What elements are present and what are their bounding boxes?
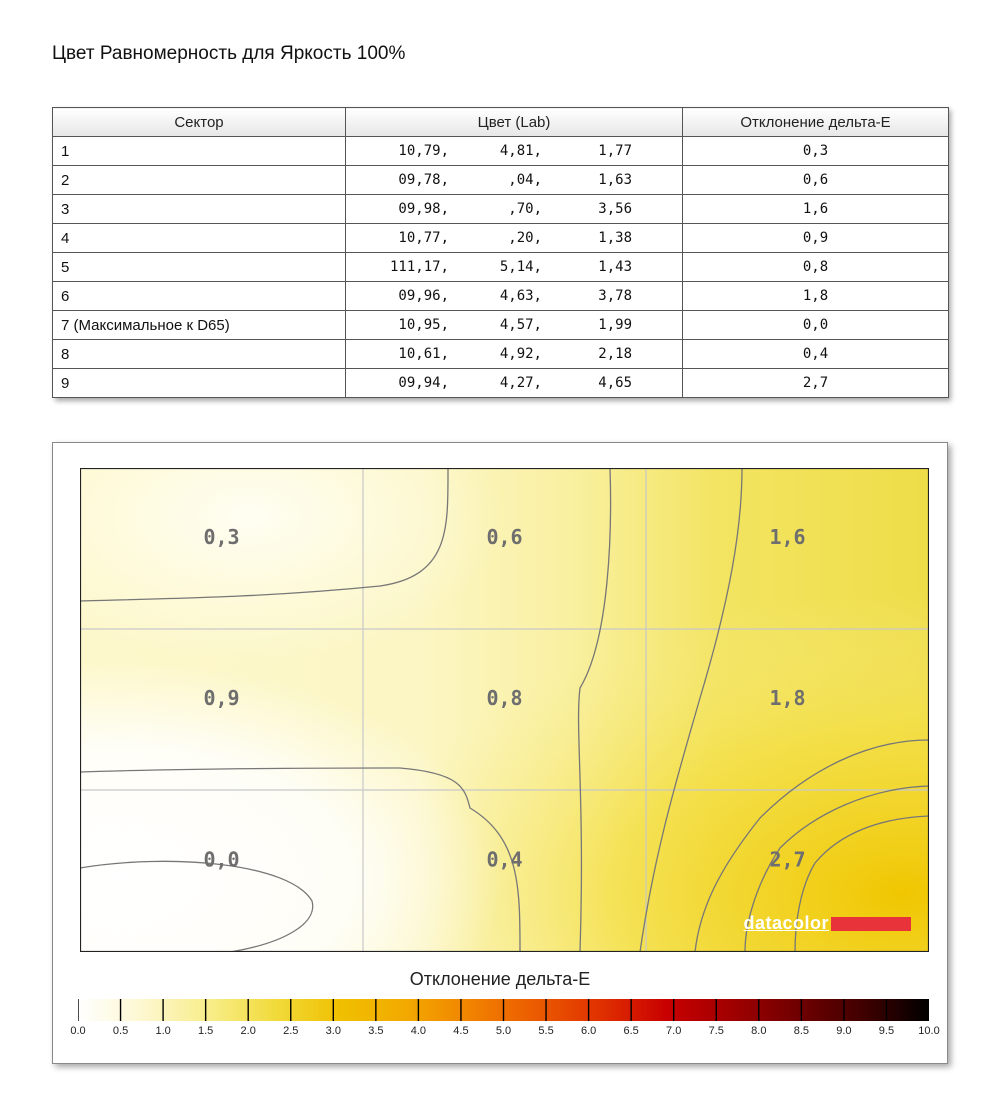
cell-label: 0,9 (203, 686, 240, 711)
lab-cell (346, 166, 683, 195)
lab-values (346, 230, 682, 246)
colorbar-tick-label: 5.0 (495, 1025, 512, 1037)
lab-values (346, 317, 682, 333)
colorbar-tick-label: 9.5 (878, 1025, 895, 1037)
lab-values (346, 143, 682, 159)
lab-value: 3,78 (598, 288, 632, 304)
colorbar-tick-marks (78, 999, 929, 1021)
lab-value: 1,99 (598, 317, 632, 333)
colorbar-tick-label: 9.0 (836, 1025, 852, 1037)
lab-values (346, 346, 682, 362)
contour-plot (80, 468, 929, 952)
colorbar-tick-label: 6.0 (580, 1025, 597, 1037)
lab-cell (346, 369, 683, 398)
lab-value: 10,77, (398, 230, 449, 246)
table-row (53, 340, 949, 369)
colorbar-tick-label: 8.0 (751, 1025, 767, 1037)
colorbar-tick-label: 0.0 (70, 1025, 86, 1037)
delta-e-cell: 0,9 (683, 224, 949, 253)
table-row (53, 282, 949, 311)
colorbar-tick-label: 7.0 (666, 1025, 682, 1037)
cell-label: 0,4 (486, 847, 523, 872)
cell-label: 0,6 (486, 524, 523, 549)
sector-cell: 1 (53, 137, 346, 166)
lab-values (346, 259, 682, 275)
sector-cell: 7 (Максимальное к D65) (53, 311, 346, 340)
lab-value: 10,79, (398, 143, 449, 159)
colorbar-tick-label: 6.5 (623, 1025, 639, 1037)
lab-value: 2,18 (598, 346, 632, 362)
sector-cell: 6 (53, 282, 346, 311)
lab-value: ,20, (508, 230, 542, 246)
lab-cell (346, 282, 683, 311)
uniformity-chart (52, 442, 948, 1064)
table-row (53, 224, 949, 253)
brand-bar (831, 917, 911, 931)
colorbar-tick-label: 2.5 (283, 1025, 299, 1037)
colorbar-tick-label: 3.5 (368, 1025, 384, 1037)
table-header-row (53, 108, 949, 137)
lab-value: 10,95, (398, 317, 449, 333)
delta-e-cell: 0,8 (683, 253, 949, 282)
header-sector: Сектор (53, 108, 346, 137)
lab-cell (346, 137, 683, 166)
brand-text: datacolor (743, 913, 829, 933)
colorbar-tick-label: 5.5 (538, 1025, 554, 1037)
cell-label: 0,8 (486, 686, 523, 711)
uniformity-table-wrap (52, 107, 948, 398)
lab-value: 111,17, (389, 259, 449, 275)
lab-value: 4,81, (499, 143, 542, 159)
cell-label: 1,6 (769, 524, 806, 549)
sector-cell: 4 (53, 224, 346, 253)
sector-cell: 3 (53, 195, 346, 224)
sector-cell: 5 (53, 253, 346, 282)
lab-value: 1,77 (598, 143, 632, 159)
lab-value: 4,57, (499, 317, 542, 333)
table-row (53, 253, 949, 282)
table-row (53, 195, 949, 224)
delta-e-cell: 2,7 (683, 369, 949, 398)
lab-value: 3,56 (598, 201, 632, 217)
lab-cell (346, 195, 683, 224)
lab-value: ,70, (508, 201, 542, 217)
lab-value: 4,92, (499, 346, 542, 362)
delta-e-cell: 1,8 (683, 282, 949, 311)
lab-cell (346, 311, 683, 340)
cell-label: 0,3 (203, 524, 240, 549)
colorbar (78, 999, 929, 1021)
colorbar-tick-label: 1.5 (197, 1025, 214, 1037)
colorbar-tick-label: 10.0 (918, 1025, 940, 1037)
lab-value: 1,43 (598, 259, 632, 275)
lab-values (346, 172, 682, 188)
colorbar-tick-label: 7.5 (708, 1025, 724, 1037)
colorbar-title: Отклонение дельта-E (409, 969, 591, 989)
lab-value: 1,63 (598, 172, 632, 188)
cell-label: 2,7 (769, 847, 806, 872)
table-row (53, 311, 949, 340)
header-delta-e: Отклонение дельта-E (683, 108, 949, 137)
colorbar-tick-label: 1.0 (155, 1025, 171, 1037)
lab-value: 10,61, (398, 346, 449, 362)
lab-value: 1,38 (598, 230, 632, 246)
lab-cell (346, 340, 683, 369)
sector-cell: 8 (53, 340, 346, 369)
uniformity-table (52, 107, 949, 398)
page-title: Цвет Равномерность для Яркость 100% (52, 43, 406, 64)
table-row (53, 137, 949, 166)
lab-value: 4,65 (598, 375, 632, 391)
colorbar-tick-labels (53, 1025, 947, 1045)
cell-label: 0,0 (203, 847, 240, 872)
delta-e-cell: 0,6 (683, 166, 949, 195)
lab-value: 4,27, (499, 375, 542, 391)
lab-values (346, 288, 682, 304)
lab-value: 09,96, (398, 288, 449, 304)
lab-value: 09,98, (398, 201, 449, 217)
lab-value: ,04, (508, 172, 542, 188)
colorbar-tick-label: 0.5 (112, 1025, 129, 1037)
colorbar-tick-label: 4.5 (453, 1025, 469, 1037)
lab-cell (346, 224, 683, 253)
lab-values (346, 375, 682, 391)
datacolor-logo (743, 913, 911, 934)
lab-cell (346, 253, 683, 282)
lab-value: 5,14, (499, 259, 542, 275)
colorbar-tick-label: 2.0 (240, 1025, 256, 1037)
delta-e-cell: 0,0 (683, 311, 949, 340)
lab-values (346, 201, 682, 217)
colorbar-tick-label: 3.0 (325, 1025, 341, 1037)
header-color-lab: Цвет (Lab) (346, 108, 683, 137)
delta-e-cell: 1,6 (683, 195, 949, 224)
sector-cell: 9 (53, 369, 346, 398)
table-row (53, 369, 949, 398)
colorbar-tick-label: 8.5 (793, 1025, 809, 1037)
colorbar-tick-label: 4.0 (410, 1025, 427, 1037)
lab-value: 09,94, (398, 375, 449, 391)
sector-cell: 2 (53, 166, 346, 195)
delta-e-cell: 0,3 (683, 137, 949, 166)
delta-e-cell: 0,4 (683, 340, 949, 369)
table-row (53, 166, 949, 195)
cell-label: 1,8 (769, 686, 806, 711)
lab-value: 09,78, (398, 172, 449, 188)
lab-value: 4,63, (499, 288, 542, 304)
